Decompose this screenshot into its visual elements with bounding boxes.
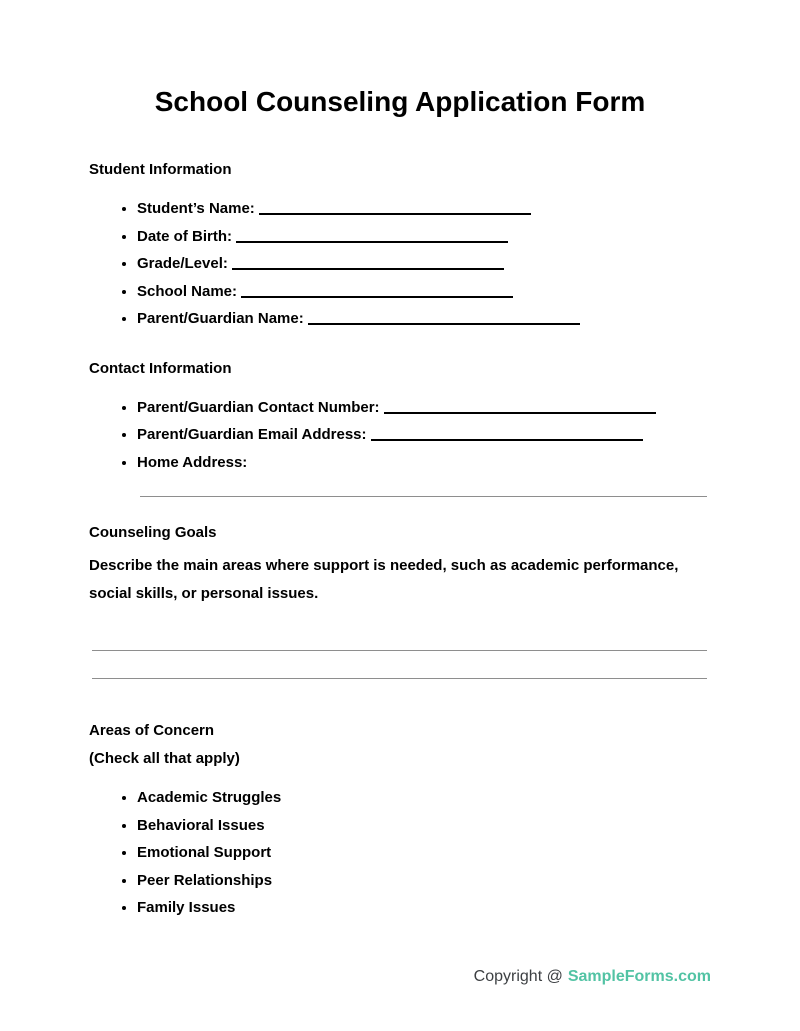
areas-of-concern-list [89,784,711,922]
checklist-option: Peer Relationships [137,871,273,889]
page-title: School Counseling Application Form [154,86,646,117]
blank-line [384,401,656,414]
contact-info-list [89,394,711,477]
checklist-option: Emotional Support [137,844,272,861]
field-label: Date of Birth: [137,227,232,245]
blank-line [308,312,580,325]
list-item [137,812,711,840]
blank-line [259,202,531,215]
list-item [137,250,711,278]
counseling-goals-description: Describe the main areas where support is needed, such as academic performance, social skills, or personal issues. [89,557,679,602]
checklist-option: Family Issues [137,899,236,916]
section-heading-contact-information: Contact Information [89,359,232,377]
field-label: Parent/Guardian Contact Number: [137,398,380,416]
section-heading-student-information: Student Information [89,161,232,178]
checklist-option: Behavioral Issues [137,816,265,834]
student-info-list [89,195,711,333]
sampleforms-link[interactable]: SampleForms.com [567,968,711,985]
list-item [137,784,711,812]
home-address-write-line [140,496,707,497]
list-item [137,839,711,867]
goals-write-line [92,650,707,651]
blank-line [371,428,643,441]
list-item [137,278,711,306]
areas-of-concern-subheading: (Check all that apply) [89,750,240,767]
copyright-text: Copyright @ [473,968,563,985]
section-heading-areas-of-concern: Areas of Concern [89,722,215,739]
field-label: Grade/Level: [137,255,228,272]
field-label: Parent/Guardian Name: [137,310,304,327]
blank-line [241,285,513,298]
list-item [137,867,711,895]
list-item [137,421,711,449]
document-content [89,160,711,922]
section-heading-counseling-goals: Counseling Goals [89,524,217,541]
field-label: Student’s Name: [137,200,255,217]
blank-line [232,257,504,270]
list-item [137,305,711,333]
list-item [137,223,711,251]
list-item [137,449,711,477]
field-label: Home Address: [137,453,248,471]
footer [474,968,711,986]
list-item [137,394,711,422]
field-label: Parent/Guardian Email Address: [137,426,367,443]
goals-write-line [92,678,707,679]
checklist-option: Academic Struggles [137,789,282,806]
blank-line [236,230,508,243]
list-item [137,195,711,223]
list-item [137,894,711,922]
field-label: School Name: [137,282,238,300]
